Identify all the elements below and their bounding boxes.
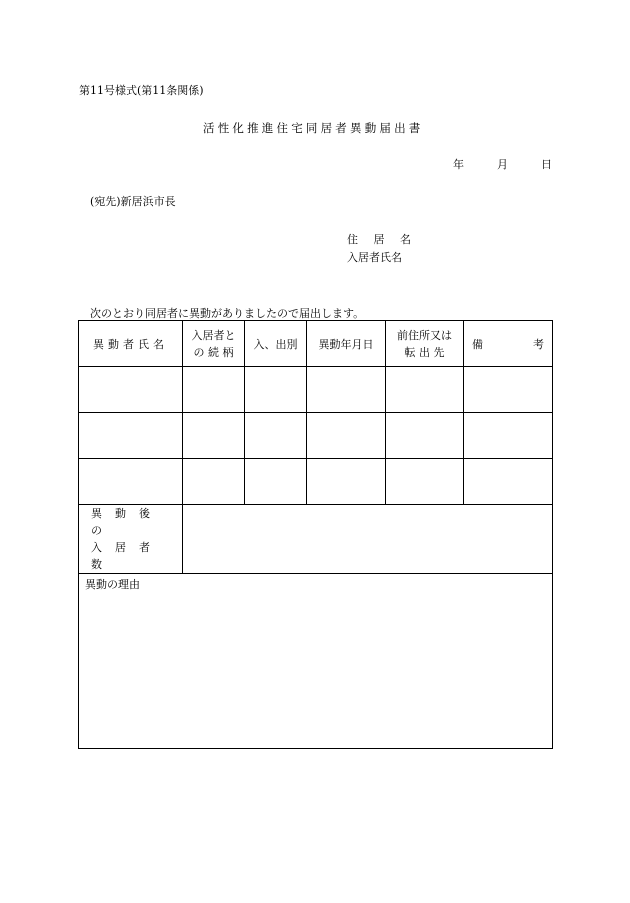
- cell-name[interactable]: [79, 367, 183, 413]
- header-in-out: 入、出別: [245, 321, 307, 367]
- table-row: [79, 459, 553, 505]
- date-day-label: 日: [541, 158, 552, 171]
- reason-row: [79, 574, 553, 749]
- resident-count-label: 異動後の 入居者数: [79, 505, 183, 574]
- cell-previous-address[interactable]: [386, 413, 464, 459]
- cell-in-out[interactable]: [245, 367, 307, 413]
- address-label: 住 居 名: [347, 233, 417, 246]
- table-header-row: [79, 321, 553, 367]
- addressee: (宛先)新居浜市長: [90, 195, 176, 208]
- change-table: [78, 320, 553, 749]
- cell-relation[interactable]: [183, 367, 245, 413]
- form-number: 第11号様式(第11条関係): [79, 84, 204, 97]
- cell-change-date[interactable]: [307, 459, 386, 505]
- cell-remarks[interactable]: [464, 367, 553, 413]
- cell-change-date[interactable]: [307, 367, 386, 413]
- intro-text: 次のとおり同居者に異動がありましたので届出します。: [90, 307, 365, 320]
- cell-previous-address[interactable]: [386, 459, 464, 505]
- resident-name-label: 入居者氏名: [347, 251, 402, 264]
- header-remarks: 備 考: [464, 321, 553, 367]
- table-row: [79, 413, 553, 459]
- table-row: [79, 367, 553, 413]
- cell-previous-address[interactable]: [386, 367, 464, 413]
- reason-field[interactable]: [79, 574, 553, 749]
- header-change-date: 異動年月日: [307, 321, 386, 367]
- reason-label: 異動の理由: [85, 578, 140, 591]
- cell-relation[interactable]: [183, 413, 245, 459]
- cell-in-out[interactable]: [245, 459, 307, 505]
- cell-change-date[interactable]: [307, 413, 386, 459]
- document-title: 活性化推進住宅同居者異動届出書: [203, 121, 424, 135]
- resident-count-field[interactable]: [183, 505, 553, 574]
- date-line: [453, 156, 552, 172]
- header-previous-address: 前住所又は 転 出 先: [386, 321, 464, 367]
- cell-remarks[interactable]: [464, 459, 553, 505]
- date-year-label: 年: [453, 158, 464, 171]
- cell-in-out[interactable]: [245, 413, 307, 459]
- cell-name[interactable]: [79, 413, 183, 459]
- header-relation: 入居者と の 続 柄: [183, 321, 245, 367]
- date-month-label: 月: [497, 158, 508, 171]
- cell-remarks[interactable]: [464, 413, 553, 459]
- cell-name[interactable]: [79, 459, 183, 505]
- resident-count-row: [79, 505, 553, 574]
- header-changed-person-name: 異動者氏名: [79, 321, 183, 367]
- cell-relation[interactable]: [183, 459, 245, 505]
